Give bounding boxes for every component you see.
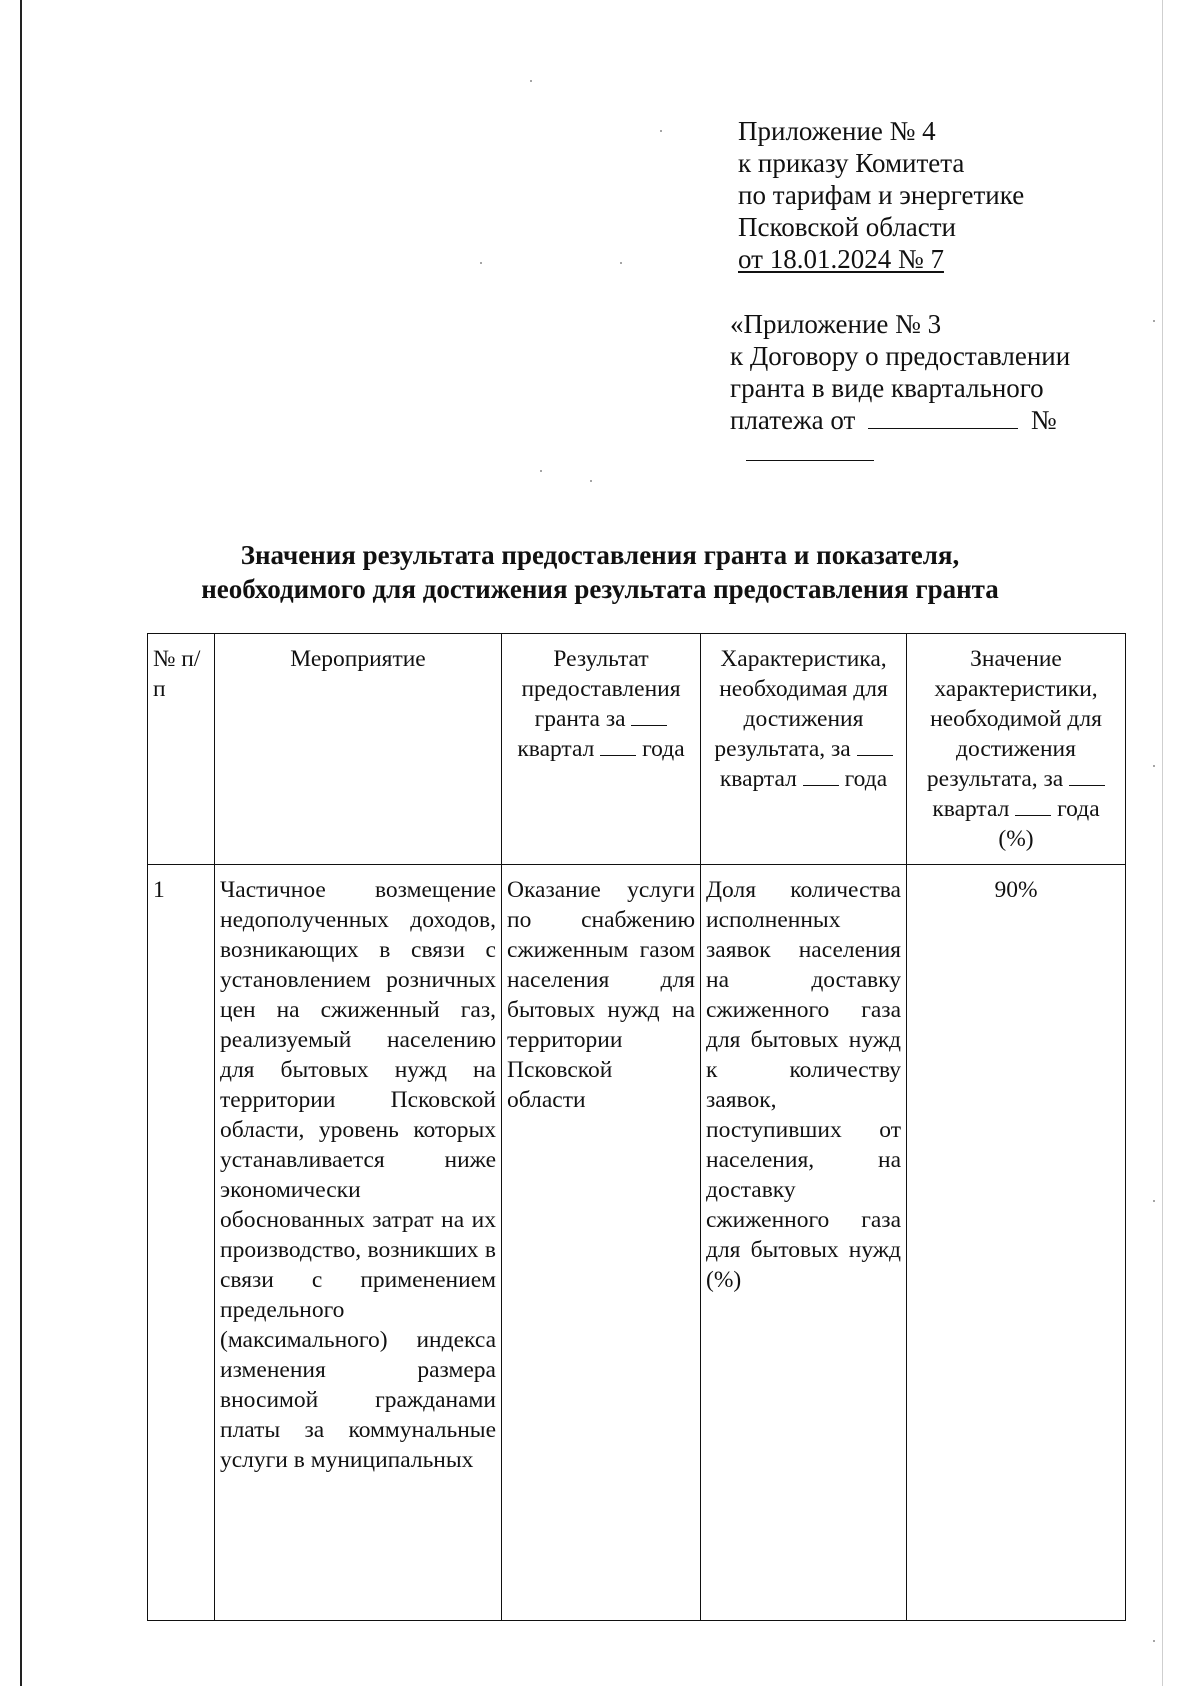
page-edge-right xyxy=(1162,0,1163,1686)
header-characteristic-quarter: квартал xyxy=(719,766,797,792)
header-value xyxy=(907,634,1126,865)
row-characteristic: Доля количества исполненных заявок населения на доставку сжиженного газа для бытовых нужд к количеству заявок, поступивших от населения, на доставку сжиженного газа для бытовых нужд (%) xyxy=(701,865,907,1621)
header-value-year: года (%) xyxy=(998,796,1100,852)
scan-speck xyxy=(1153,1640,1155,1642)
header-result-quarter: квартал xyxy=(517,736,595,762)
year-blank xyxy=(1015,814,1051,816)
payment-from-label: платежа от xyxy=(730,405,856,435)
year-blank xyxy=(600,754,636,756)
year-blank xyxy=(803,784,839,786)
header-activity: Мероприятие xyxy=(215,634,502,865)
appendix-4-line4: Псковской области xyxy=(738,212,957,242)
scan-speck xyxy=(1153,1200,1155,1202)
scan-speck xyxy=(530,80,532,82)
appendix-4-line2: к приказу Комитета xyxy=(738,148,965,178)
header-characteristic-text: Характеристика, необходимая для достижения результата, за xyxy=(714,646,888,762)
quarter-blank xyxy=(857,754,893,756)
table-row xyxy=(148,865,1126,1621)
scan-speck xyxy=(620,262,622,264)
title-line-1: Значения результата предоставления гранта и показателя, xyxy=(240,540,960,570)
order-date-number: от 18.01.2024 № 7 xyxy=(738,244,944,274)
header-result-year: года xyxy=(642,736,685,762)
row-value: 90% xyxy=(907,865,1126,1621)
scan-speck xyxy=(590,480,592,482)
quarter-blank xyxy=(1069,784,1105,786)
appendix-3-line4 xyxy=(730,404,1070,436)
grant-results-table xyxy=(147,633,1126,1621)
header-num: № п/п xyxy=(148,634,215,865)
header-characteristic-year: года xyxy=(844,766,888,792)
appendix-3-line5 xyxy=(730,436,1070,468)
number-blank xyxy=(746,459,874,461)
appendix-3-block xyxy=(730,308,1070,468)
row-activity: Частичное возмещение недополученных доходов, возникающих в связи с установлением розничных цен на сжиженный газ, реализуемый населению для бытовых нужд на территории Псковской области, уровень которых устанавливается ниже экономически обоснованных затрат на их производство, возникших в связи с применением предельного (максимального) индекса изменения размера вносимой гражданами платы за коммунальные услуги в муниципальных xyxy=(215,865,502,1621)
appendix-4-block xyxy=(738,115,1024,275)
appendix-4-title: Приложение № 4 xyxy=(738,116,936,146)
appendix-3-title: «Приложение № 3 xyxy=(730,309,942,339)
appendix-3-line3: гранта в виде квартального xyxy=(730,373,1044,403)
document-title xyxy=(0,538,1200,606)
scan-speck xyxy=(1153,320,1155,322)
title-line-2: необходимого для достижения результата предоставления гранта xyxy=(201,574,999,604)
appendix-4-line3: по тарифам и энергетике xyxy=(738,180,1025,210)
scan-speck xyxy=(1153,765,1155,767)
quarter-blank xyxy=(631,724,667,726)
header-value-text: Значение характеристики, необходимой для достижения результата, за xyxy=(926,646,1102,792)
scan-speck xyxy=(660,130,662,132)
scan-speck xyxy=(540,470,542,472)
header-characteristic xyxy=(701,634,907,865)
row-result: Оказание услуги по снабжению сжиженным газом населения для бытовых нужд на территории Псковской области xyxy=(502,865,701,1621)
header-result-text: Результат предоставления гранта за xyxy=(521,646,681,732)
header-result xyxy=(502,634,701,865)
table-header-row xyxy=(148,634,1126,865)
page-edge-left xyxy=(20,0,22,1686)
appendix-3-line2: к Договору о предоставлении xyxy=(730,341,1071,371)
header-value-quarter: квартал xyxy=(932,796,1010,822)
number-sign: № xyxy=(1030,405,1057,435)
row-num: 1 xyxy=(148,865,215,1621)
scan-speck xyxy=(480,262,482,264)
date-blank xyxy=(868,427,1018,429)
